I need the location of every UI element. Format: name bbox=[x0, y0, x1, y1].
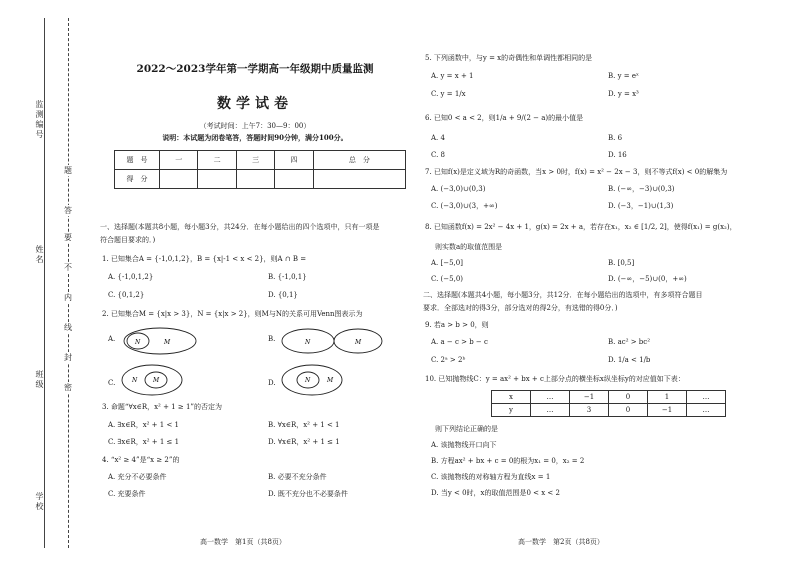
q2-option-a: A. bbox=[108, 335, 116, 343]
value-cell: −1 bbox=[570, 391, 609, 404]
q5-option-a: A. y = x + 1 bbox=[431, 72, 474, 80]
venn-diagram-a bbox=[118, 326, 198, 356]
score-header-cell: 四 bbox=[275, 151, 313, 170]
seal-dashed-line bbox=[68, 18, 69, 548]
question-8: 8. 已知函数f(x) = 2x² − 4x + 1，g(x) = 2x + a，若存在x₁，x₂ ∈ [1/2, 2]，使得f(x₁) = g(x₂)， bbox=[425, 223, 737, 231]
q3-option-b: B. ∀x∈R，x² + 1 < 1 bbox=[268, 421, 340, 429]
question-10-stem: 则下列结论正确的是 bbox=[435, 425, 498, 433]
q3-option-d: D. ∀x∈R，x² + 1 ≤ 1 bbox=[268, 438, 340, 446]
q1-option-c: C. {0,1,2} bbox=[108, 291, 145, 299]
score-header-cell: 二 bbox=[198, 151, 236, 170]
margin-line bbox=[44, 18, 45, 548]
q6-option-d: D. 16 bbox=[608, 151, 627, 159]
section1-heading: 一、选择题(本题共8小题，每小题3分，共24分．在每小题给出的四个选项中，只有一项是 bbox=[100, 223, 380, 231]
seal-char: 题 bbox=[64, 166, 72, 175]
venn-c-set-N bbox=[122, 365, 182, 395]
venn-a-label-M: M bbox=[164, 339, 171, 346]
question-10: 10. 已知抛物线C：y = ax² + bx + c上部分点的横坐标x纵坐标y的对应值如下表： bbox=[425, 375, 685, 383]
q10-option-a: A. 该抛物线开口向下 bbox=[431, 441, 497, 449]
venn-diagram-d bbox=[278, 362, 348, 398]
value-table-row-y bbox=[492, 404, 726, 417]
question-8-cont: 则实数a的取值范围是 bbox=[435, 243, 503, 251]
seal-char: 要 bbox=[64, 233, 72, 242]
page-footer-2: 高一数学 第2页（共8页） bbox=[518, 538, 604, 546]
score-header-cell: 一 bbox=[160, 151, 198, 170]
value-cell: … bbox=[531, 404, 570, 417]
q1-option-a: A. {-1,0,1,2} bbox=[108, 273, 154, 281]
score-row-label: 得 分 bbox=[115, 170, 160, 189]
value-cell: 0 bbox=[609, 404, 648, 417]
value-cell: x bbox=[492, 391, 531, 404]
venn-d-label-M: M bbox=[327, 377, 334, 384]
venn-a-label-N: N bbox=[135, 339, 141, 346]
value-cell: −1 bbox=[648, 404, 687, 417]
venn-b-label-N: N bbox=[305, 339, 311, 346]
q4-option-c: C. 充要条件 bbox=[108, 490, 146, 498]
q10-option-c: C. 该抛物线的对称轴方程为直线x = 1 bbox=[431, 473, 551, 481]
section2-heading: 二、选择题(本题共4小题，每小题3分，共12分．在每小题给出的选项中，有多项符合题目 bbox=[423, 291, 703, 299]
q3-option-a: A. ∃x∈R，x² + 1 < 1 bbox=[108, 421, 179, 429]
q9-option-d: D. 1/a < 1/b bbox=[608, 356, 651, 364]
q9-option-a: A. a − c > b − c bbox=[431, 338, 488, 346]
value-table bbox=[491, 390, 726, 417]
class-label: 班级 bbox=[35, 370, 44, 390]
page-footer-1: 高一数学 第1页（共8页） bbox=[200, 538, 286, 546]
q5-option-b: B. y = eˣ bbox=[608, 72, 639, 80]
venn-diagram-b bbox=[278, 326, 388, 356]
value-table-row-x bbox=[492, 391, 726, 404]
q2-option-b: B. bbox=[268, 335, 276, 343]
score-cell[interactable] bbox=[236, 170, 274, 189]
question-6: 6. 已知0 < a < 2，则1/a + 9/(2 − a)的最小值是 bbox=[425, 114, 584, 122]
score-cell[interactable] bbox=[160, 170, 198, 189]
venn-b-label-M: M bbox=[355, 339, 362, 346]
value-cell: … bbox=[687, 404, 726, 417]
seal-char: 内 bbox=[64, 293, 72, 302]
score-cell[interactable] bbox=[275, 170, 313, 189]
exam-title: 2022～2023学年第一学期高一年级期中质量监测 bbox=[136, 63, 374, 75]
q4-option-a: A. 充分不必要条件 bbox=[108, 473, 167, 481]
seal-char: 不 bbox=[64, 263, 72, 272]
q6-option-b: B. 6 bbox=[608, 134, 623, 142]
q8-option-a: A. [−5,0] bbox=[431, 259, 463, 267]
value-cell: 1 bbox=[648, 391, 687, 404]
q2-option-d: D. bbox=[268, 379, 276, 387]
question-3: 3. 命题“∀x∈R，x² + 1 ≥ 1”的否定为 bbox=[102, 403, 222, 411]
value-cell: 3 bbox=[570, 404, 609, 417]
q8-option-c: C. (−5,0) bbox=[431, 275, 464, 283]
q5-option-d: D. y = x³ bbox=[608, 90, 639, 98]
score-table bbox=[114, 150, 406, 189]
score-row bbox=[115, 170, 406, 189]
q5-option-c: C. y = 1/x bbox=[431, 90, 466, 98]
value-cell: y bbox=[492, 404, 531, 417]
q6-option-a: A. 4 bbox=[431, 134, 445, 142]
seal-char: 密 bbox=[64, 383, 72, 392]
value-cell: … bbox=[531, 391, 570, 404]
q8-option-b: B. [0,5] bbox=[608, 259, 635, 267]
section2-heading-cont: 要求．全部选对的得3分，部分选对的得2分，有选错的得0分．) bbox=[423, 304, 618, 312]
question-4: 4. “x² ≥ 4”是“x ≥ 2”的 bbox=[102, 456, 180, 464]
exam-time: （考试时间：上午7：30—9：00） bbox=[199, 122, 311, 130]
name-label: 姓名 bbox=[35, 245, 44, 265]
q4-option-b: B. 必要不充分条件 bbox=[268, 473, 327, 481]
seal-char: 封 bbox=[64, 353, 72, 362]
q4-option-d: D. 既不充分也不必要条件 bbox=[268, 490, 348, 498]
q1-option-d: D. {0,1} bbox=[268, 291, 298, 299]
venn-d-label-N: N bbox=[305, 377, 311, 384]
venn-diagram-c bbox=[118, 362, 188, 398]
question-2: 2. 已知集合M = {x|x > 3}，N = {x|x > 2}，则M与N的关系可用Venn图表示为 bbox=[102, 310, 363, 318]
score-cell[interactable] bbox=[313, 170, 405, 189]
q9-option-b: B. ac² > bc² bbox=[608, 338, 651, 346]
binding-margin bbox=[0, 0, 100, 562]
section1-heading-cont: 符合题目要求的．) bbox=[100, 236, 156, 244]
seal-char: 答 bbox=[64, 206, 72, 215]
venn-c-label-M: M bbox=[153, 377, 160, 384]
venn-c-label-N: N bbox=[132, 377, 138, 384]
score-header-cell: 三 bbox=[236, 151, 274, 170]
score-header-cell: 题 号 bbox=[115, 151, 160, 170]
score-cell[interactable] bbox=[198, 170, 236, 189]
q7-option-b: B. (−∞，−3)∪(0,3) bbox=[608, 185, 675, 193]
value-cell: … bbox=[687, 391, 726, 404]
q1-option-b: B. {-1,0,1} bbox=[268, 273, 307, 281]
q7-option-a: A. (−3,0)∪(0,3) bbox=[431, 185, 486, 193]
question-1: 1. 已知集合A = {-1,0,1,2}，B = {x|-1 < x < 2}，则A ∩ B = bbox=[102, 255, 307, 263]
score-header-row bbox=[115, 151, 406, 170]
school-label: 学校 bbox=[35, 492, 44, 512]
score-header-cell: 总 分 bbox=[313, 151, 405, 170]
seal-char: 线 bbox=[64, 323, 72, 332]
exam-id-label: 监测编号 bbox=[35, 100, 44, 140]
exam-note: 说明：本试题为闭卷笔答，答题时间90分钟，满分100分。 bbox=[162, 133, 348, 142]
question-7: 7. 已知f(x)是定义域为R的奇函数，当x > 0时，f(x) = x² − 2x − 3，则不等式f(x) < 0的解集为 bbox=[425, 168, 728, 176]
question-5: 5. 下列函数中，与y = x的奇偶性和单调性都相同的是 bbox=[425, 54, 593, 62]
question-9: 9. 若a > b > 0，则 bbox=[425, 321, 489, 329]
q6-option-c: C. 8 bbox=[431, 151, 446, 159]
q7-option-c: C. (−3,0)∪(3，+∞) bbox=[431, 202, 498, 210]
value-cell: 0 bbox=[609, 391, 648, 404]
q8-option-d: D. (−∞，−5)∪(0，+∞) bbox=[608, 275, 687, 283]
q2-option-c: C. bbox=[108, 379, 116, 387]
q3-option-c: C. ∃x∈R，x² + 1 ≤ 1 bbox=[108, 438, 180, 446]
exam-subtitle: 数学试卷 bbox=[217, 96, 293, 112]
q9-option-c: C. 2ᵃ > 2ᵇ bbox=[431, 356, 466, 364]
q10-option-d: D. 当y < 0时，x的取值范围是0 < x < 2 bbox=[431, 489, 560, 497]
q7-option-d: D. (−3，−1)∪(1,3) bbox=[608, 202, 674, 210]
q10-option-b: B. 方程ax² + bx + c = 0的根为x₁ = 0，x₂ = 2 bbox=[431, 457, 585, 465]
